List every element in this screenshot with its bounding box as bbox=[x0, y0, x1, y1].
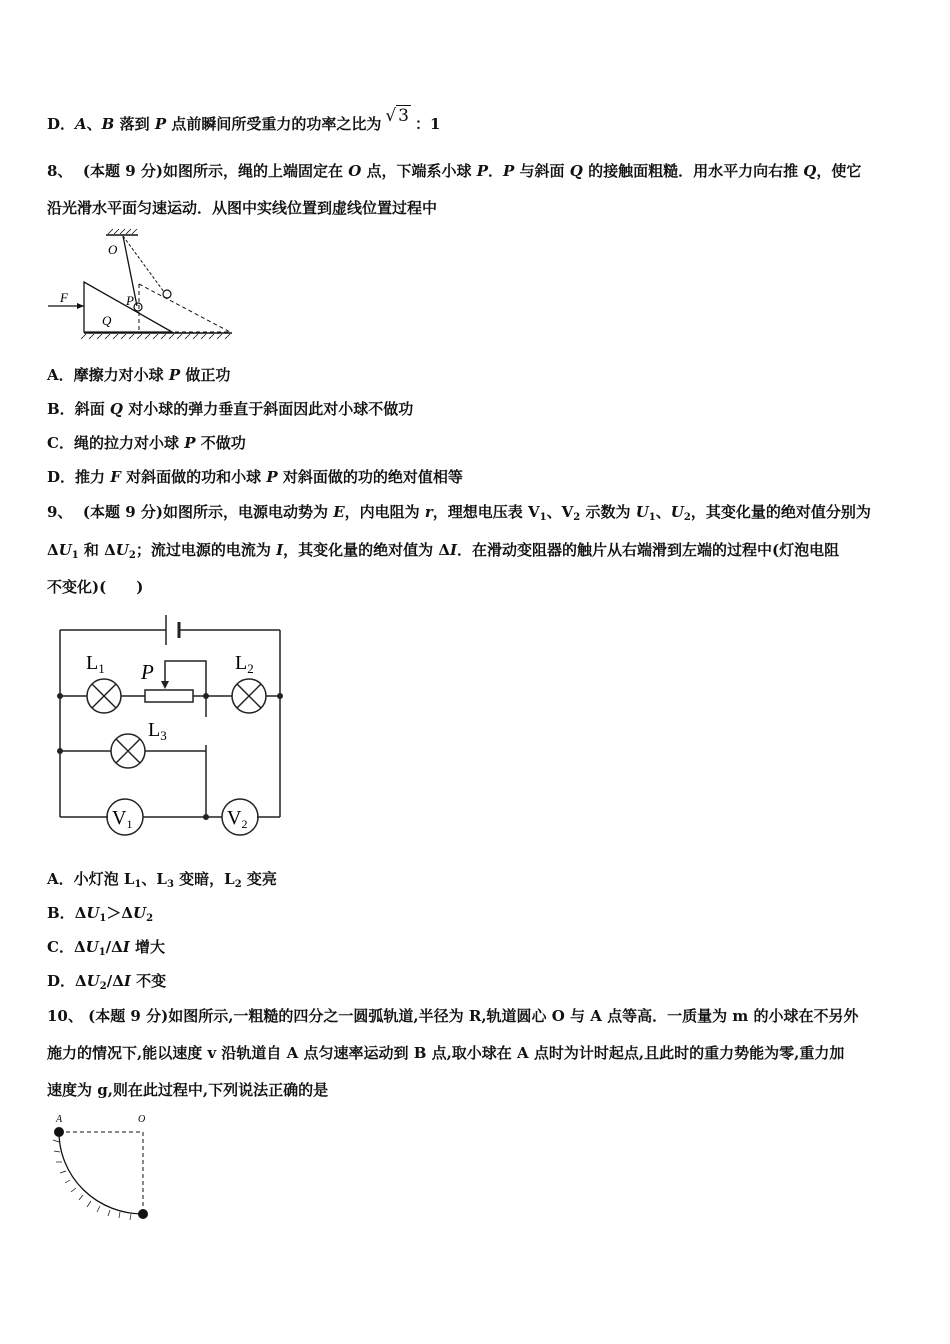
q8-option-a: A．摩擦力对小球 P 做正功 bbox=[47, 366, 231, 384]
q9-label-l2: $L_2$ bbox=[235, 652, 254, 676]
q9-stem-line3: 不变化)( ) bbox=[47, 578, 144, 596]
q8-label-o: O bbox=[108, 242, 118, 257]
q9-stem-line2: $\Delta U_1$ 和 $\Delta U_2$；流过电源的电流为 I，其变化量的绝对值为 ΔI．在滑动变阻器的触片从右端滑到左端的过程中(灯泡电阻 bbox=[47, 541, 840, 561]
q10-stem-line1: 10、 (本题 9 分)如图所示,一粗糙的四分之一圆弧轨道,半径为 R,轨道圆心 O 与 A 点等高．一质量为 m 的小球在不另外 bbox=[47, 1007, 859, 1025]
q7-option-d: D．A、B 落到 P 点前瞬间所受重力的功率之比为 √ 3 ：1 bbox=[47, 106, 441, 133]
q10-label-o: O bbox=[138, 1114, 146, 1125]
q8-label-p: P bbox=[126, 293, 134, 308]
q8-option-d: D．推力 F 对斜面做的功和小球 P 对斜面做的功的绝对值相等 bbox=[47, 468, 463, 486]
q9-label-v1: $V_1$ bbox=[112, 807, 133, 831]
q8-option-b: B．斜面 Q 对小球的弹力垂直于斜面因此对小球不做功 bbox=[47, 400, 414, 418]
q9-option-d: D．$\Delta U_2/\Delta I$ 不变 bbox=[47, 972, 167, 992]
q8-incline-figure bbox=[44, 226, 236, 342]
q10-arc-figure bbox=[40, 1110, 160, 1230]
q9-option-a: A．小灯泡 $L_1$、$L_3$ 变暗，$L_2$ 变亮 bbox=[47, 870, 277, 890]
q9-option-b: B．$\Delta U_1>\Delta U_2$ bbox=[47, 904, 154, 924]
q9-label-l1: $L_1$ bbox=[86, 652, 105, 676]
q9-circuit-figure bbox=[44, 605, 292, 845]
q8-option-c: C．绳的拉力对小球 P 不做功 bbox=[47, 434, 246, 452]
q8-stem-line1: 8、 (本题 9 分)如图所示，绳的上端固定在 O 点，下端系小球 P．P 与斜面 Q 的接触面粗糙．用水平力向右推 Q，使它 bbox=[47, 162, 862, 180]
sqrt-three: √ 3 bbox=[385, 106, 409, 126]
q10-stem-line2: 施力的情况下,能以速度 v 沿轨道自 A 点匀速率运动到 B 点,取小球在 A 点时为计时起点,且此时的重力势能为零,重力加 bbox=[47, 1044, 845, 1062]
q10-stem-line3: 速度为 g,则在此过程中,下列说法正确的是 bbox=[47, 1081, 329, 1099]
q8-label-q: Q bbox=[102, 313, 112, 328]
q9-stem-line1: 9、 (本题 9 分)如图所示，电源电动势为 E，内电阻为 r，理想电压表 $V_1$、$V_2$ 示数为 $U_1$、$U_2$，其变化量的绝对值分别为 bbox=[47, 503, 871, 523]
q9-label-p: P bbox=[141, 660, 154, 684]
q8-label-f: F bbox=[60, 290, 68, 305]
q9-label-l3: $L_3$ bbox=[148, 719, 167, 743]
q9-option-c: C．$\Delta U_1/\Delta I$ 增大 bbox=[47, 938, 166, 958]
q9-label-v2: $V_2$ bbox=[227, 807, 248, 831]
q8-stem-line2: 沿光滑水平面匀速运动．从图中实线位置到虚线位置过程中 bbox=[47, 199, 438, 217]
q10-label-a: A bbox=[56, 1114, 63, 1125]
